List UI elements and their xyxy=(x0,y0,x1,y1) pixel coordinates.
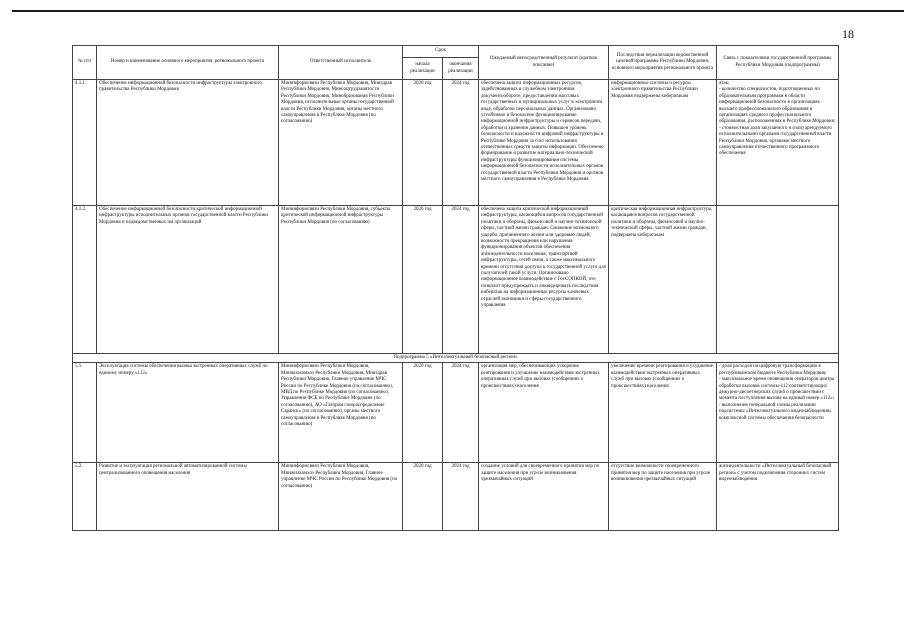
row-num: 4.1.2. xyxy=(73,206,97,354)
row-consequences: увеличение времени реагирования и ухудшение взаимодействия экстренных оперативных служб при вызовах (сообщениях о происшествиях) населения xyxy=(609,363,717,463)
row-link: - доля расходов на цифровую трансформацию в республиканском бюджете Республики Мордовия; - максимальное время оповещения операторов центра обработки вызовов системы-112 соответствующих дежурно-диспетчерских служб о происшествии с момента поступления вызова на единый номер «112»; - выполнение генеральной схемы реализации подсистемы «Интеллектуального видеонаблюдения» комплексной системы обеспечения безопасности xyxy=(717,363,839,463)
row-name: Эксплуатация системы обеспечения вызова экстренных оперативных служб по единому номеру «112» xyxy=(97,363,279,463)
table-row xyxy=(73,80,839,206)
program-activities-table xyxy=(72,45,839,531)
header-name: Номер и наименование основного мероприятия, регионального проекта xyxy=(97,46,279,80)
row-link xyxy=(717,206,839,354)
row-name: Обеспечение информационной безопасности критической информационной инфраструктуры исполнительных органов государственной власти Республики Мордовия и подведомственных им организаций xyxy=(97,206,279,354)
subprogram-row xyxy=(73,354,839,363)
row-executor: Мининформсвязи Республики Мордовия, Минжилкомхоз Республики Мордовия, Главное управление МЧС России по Республике Мордовия (по согласованию) xyxy=(279,463,403,531)
row-link: жизнедеятельности «Интеллектуальный безопасный регион» с учетом подключения сторонних систем видеонаблюдения xyxy=(717,463,839,531)
row-num: 5.1. xyxy=(73,363,97,463)
row-end: 2024 год xyxy=(443,463,479,531)
header-num: № п/п xyxy=(73,46,97,80)
row-start: 2020 год xyxy=(403,463,443,531)
table-row xyxy=(73,363,839,463)
row-num: 5.2. xyxy=(73,463,97,531)
header-executor: Ответственный исполнитель xyxy=(279,46,403,80)
header-term: Срок xyxy=(403,46,479,58)
page-number: 18 xyxy=(842,27,854,41)
row-executor: Мининформсвязи Республики Мордовия, Минжилкомхоз Республики Мордовия, Минздрав Республики Мордовия, Главное управление МЧС России по Республике Мордовия (по согласованию), МВД по Республике Мордовия (по согласованию), Управление ФСБ по Республике Мордовия (по согласованию), АО «Газпром газораспределение Саранск» (по согласованию), органы местного самоуправления в Республике Мордовия (по согласованию) xyxy=(279,363,403,463)
row-end: 2024 год xyxy=(443,80,479,206)
top-border-line xyxy=(12,10,904,12)
table-row xyxy=(73,206,839,354)
header-consequences: Последствия нереализации ведомственной целевой программы Республики Мордовия, основного мероприятия регионального проекта xyxy=(609,46,717,80)
row-consequences: информационные системы и ресурсы электронного правительства Республики Мордовия подвержены кибератакам xyxy=(609,80,717,206)
row-result: обеспечена защита информационных ресурсов, задействованных в служебном электронном документообороте, предоставлении массовых государственных и муниципальных услуг в электронном виде, обработке персональных данных. Организовано устойчивое и безопасное функционирование информационной инфраструктуры и сервисов передачи, обработки и хранения данных. Повышен уровень безопасности и надежности цифровой инфраструктуры в Республике Мордовия за счет использования отечественных средств защиты информации. Обеспечено формирование и развитие материально-технической инфраструктуры функционирования системы информационной безопасности исполнительных органов государственной власти Республики Мордовия и органов местного самоуправления в Республике Мордовия xyxy=(479,80,609,206)
table-row xyxy=(73,463,839,531)
row-start: 2020 год xyxy=(403,80,443,206)
row-link: атак; - количество специалистов, подготовленных по образовательным программам в области информационной безопасности в организациях высшего профессионального образования и организациях среднего профессионального образования, расположенных в Республике Мордовия; - стоимостная доля закупаемого и (или) арендуемого исполнительными органами государственной власти Республики Мордовия, органами местного самоуправления отечественного программного обеспечения xyxy=(717,80,839,206)
row-name: Обеспечение информационной безопасности инфраструктуры электронного правительства Республики Мордовия xyxy=(97,80,279,206)
header-start: начала реализации xyxy=(403,58,443,80)
header-end: окончания реализации xyxy=(443,58,479,80)
header-link: Связь с показателями государственной программы Республики Мордовия (подпрограммы) xyxy=(717,46,839,80)
row-consequences: критическая информационная инфраструктура, касающаяся вопросов государственной политики и обороны, финансовой и научно-технической сферы, частной жизни граждан, подвержена кибератакам xyxy=(609,206,717,354)
row-consequences: отсутствие возможности своевременного принятия мер по защите населения при угрозе возникновения чрезвычайных ситуаций xyxy=(609,463,717,531)
row-start: 2020 год xyxy=(403,363,443,463)
row-end: 2024 год xyxy=(443,206,479,354)
row-executor: Мининформсвязи Республики Мордовия, Минздрав Республики Мордовия, Минсоцтрудзанятости Республики Мордовия, Минобразования Республики Мордовия, исполнительные органы государственной власти Республики Мордовия, органы местного самоуправления в Республике Мордовия (по согласованию) xyxy=(279,80,403,206)
row-end: 2024 год xyxy=(443,363,479,463)
row-result: организация мер, обеспечивающих ускорение реагирования и улучшение взаимодействия экстренных оперативных служб при вызовах (сообщениях о происшествиях) населения xyxy=(479,363,609,463)
row-num: 4.1.1. xyxy=(73,80,97,206)
header-result: Ожидаемый непосредственный результат (краткое описание) xyxy=(479,46,609,80)
row-name: Развитие и эксплуатация региональной автоматизированной системы централизованного оповещения населения xyxy=(97,463,279,531)
row-executor: Мининформсвязи Республики Мордовия, субъекты критической информационной инфраструктуры Республики Мордовия (по согласованию) xyxy=(279,206,403,354)
row-result: обеспечена защита критической информационной инфраструктуры, касающейся вопросов государственной политики и обороны, финансовой и научно-технической сферы, частной жизни граждан. Снижение возможного ущерба, причиненного жизни или здоровью людей, возможности прекращения или нарушения функционирования объектов обеспечения жизнедеятельности населения, транспортной инфраструктуры, сетей связи, а также максимального времени отсутствия доступа к государственной услуге для получателей такой услуги. Организовано информационное взаимодействие с ГосСОПКОЙ, что позволит предупреждать и ликвидировать последствия кибератак на информационные ресурсы ключевых отраслей экономики и сферы государственного управления xyxy=(479,206,609,354)
subprogram-title: Подпрограмма 5 «Интеллектуальный безопасный регион» xyxy=(73,354,839,363)
row-result: создание условий для своевременного принятия мер по защите населения при угрозе возникновения чрезвычайных ситуаций xyxy=(479,463,609,531)
row-start: 2020 год xyxy=(403,206,443,354)
